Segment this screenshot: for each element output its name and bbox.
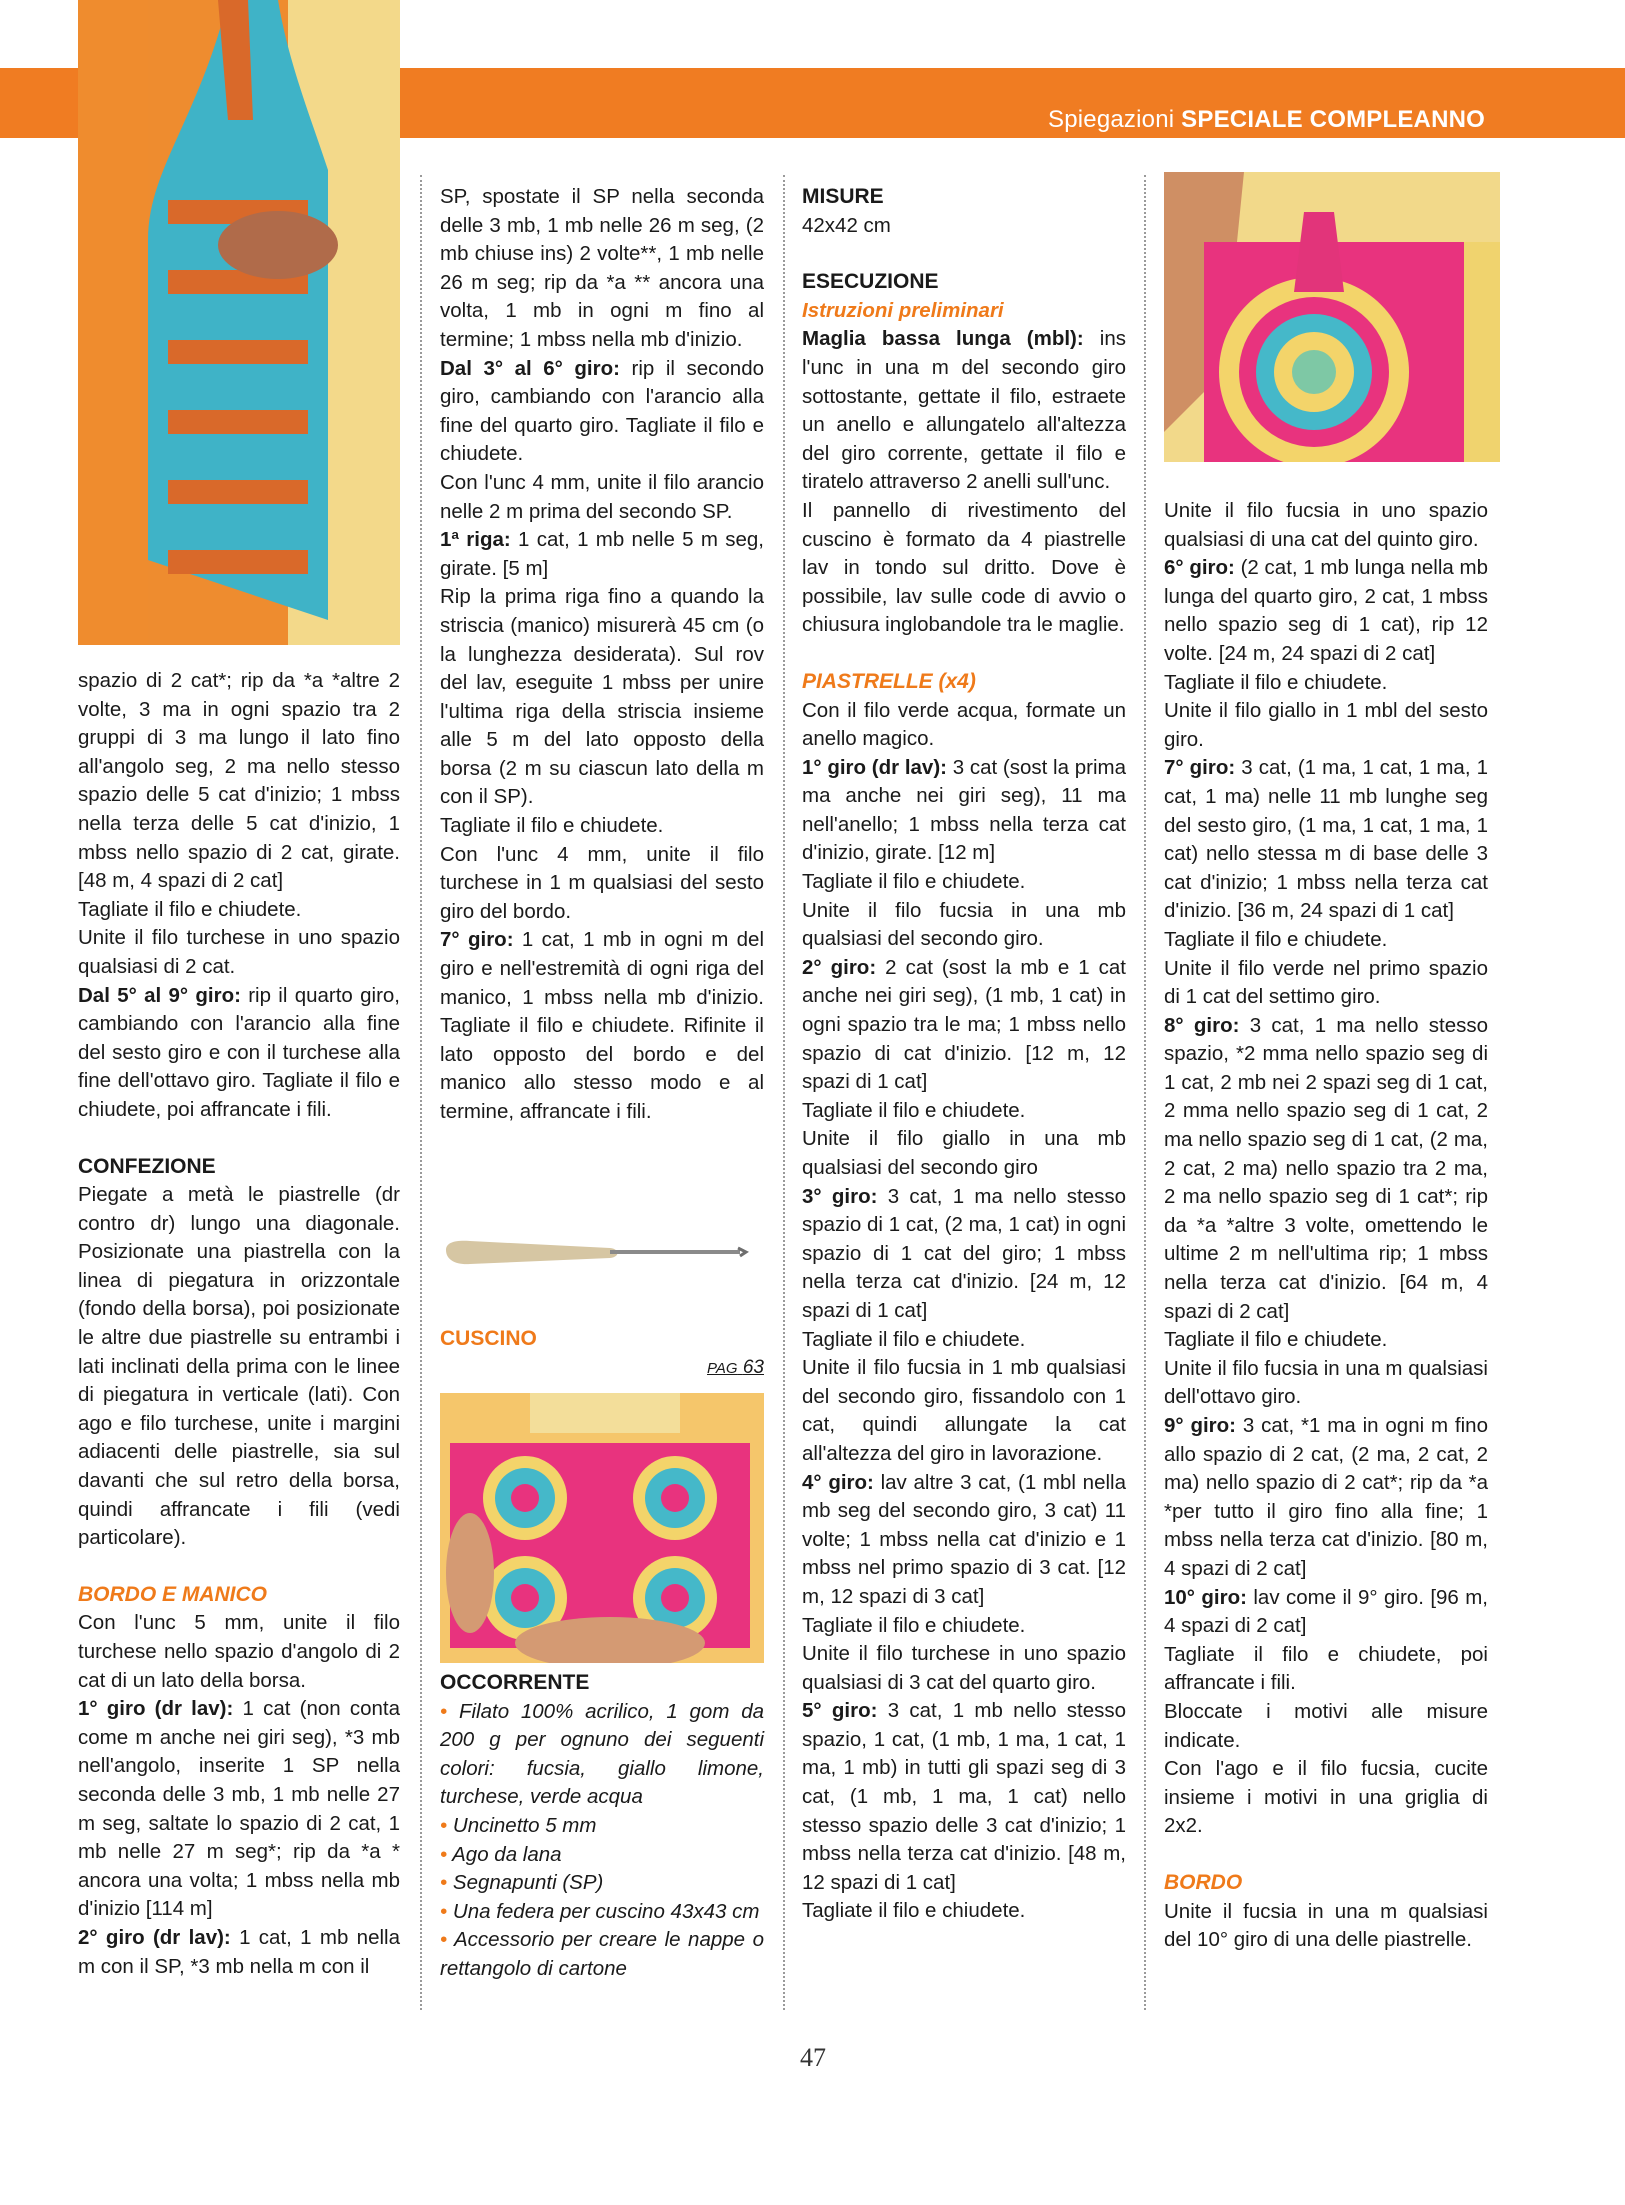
column-separator	[1144, 175, 1146, 2010]
round-label: 4° giro:	[802, 1470, 874, 1494]
term-label: Maglia bassa lunga (mbl):	[802, 327, 1084, 351]
round-label: 5° giro:	[802, 1699, 878, 1723]
supply-item: • Una federa per cuscino 43x43 cm	[440, 1899, 760, 1923]
section-header	[1048, 106, 1485, 134]
round-label: 1° giro (dr lav):	[78, 1697, 234, 1721]
paragraph	[78, 1695, 400, 1924]
bordo-manico-heading: BORDO E MANICO	[78, 1582, 267, 1606]
round-text: 3 cat (sost la prima ma anche nei giri seg), 11 ma nell'anello; 1 mbss nella terza cat d'inizio, girate. [12 m]	[802, 755, 1126, 865]
round-text: lav altre 3 cat, (1 mbl nella mb seg del secondo giro, 3 cat) 11 volte; 1 mbss nella cat d'inizio e 1 mbss nel primo spazio di 3 cat. [12 m, 12 spazi di 3 cat]	[802, 1470, 1126, 1608]
page-number: 47	[800, 2043, 826, 2072]
crochet-hook-illustration	[440, 1232, 764, 1272]
round-text: rip il quarto giro, cambiando con l'arancio alla fine del sesto giro e con il turchese alla fine dell'ottavo giro. Tagliate il filo e chiudete, poi affrancate i fili.	[78, 983, 400, 1121]
paragraph	[802, 1469, 1126, 1612]
paragraph	[440, 926, 764, 1126]
column-1	[78, 667, 400, 1981]
paragraph	[440, 526, 764, 583]
supply-item: • Uncinetto 5 mm	[440, 1813, 597, 1837]
row-text: 1 cat, 1 mb nelle 5 m seg, girate. [5 m]	[440, 528, 764, 580]
round-text: 3 cat, 1 ma nello stesso spazio di 1 cat, (2 ma, 1 cat) in ogni spazio di 1 cat del giro; 1 mbss nella terza cat d'inizio. [24 m, 12 spazi di 1 cat]	[802, 1184, 1127, 1322]
round-label: 7° giro:	[1164, 756, 1236, 780]
round-label: 3° giro:	[802, 1184, 878, 1208]
confezione-text: Piegate a metà le piastrelle (dr contro dr) lungo una diagonale. Posizionate una piastrella con la linea di piegatura in orizzontale (fondo della borsa), poi posizionate le altre due piastrelle su entrambi i lati inclinati della prima con le linee di piegatura in verticale (lati). Con ago e filo turchese, unite i margini adiacenti delle piastrelle, sia sul davanti che sul retro della borsa, quindi affrancate i fili (vedi particolare).	[78, 1183, 400, 1550]
column-4	[1164, 497, 1488, 1955]
paragraph: Tagliate il filo e chiudete, poi affrancate i fili.	[1164, 1642, 1488, 1695]
istruzioni-heading: Istruzioni preliminari	[802, 298, 1004, 322]
paragraph: Unite il filo fucsia in 1 mb qualsiasi del secondo giro, fissandolo con 1 cat, quindi allungate la cat all'altezza del giro in lavorazione.	[802, 1356, 1126, 1465]
paragraph	[802, 954, 1126, 1097]
paragraph: Bloccate i motivi alle misure indicate.	[1164, 1699, 1488, 1752]
column-2	[440, 183, 764, 1127]
cuscino-block	[440, 1325, 764, 1383]
paragraph	[802, 1183, 1126, 1326]
round-text: 3 cat, *1 ma in ogni m fino allo spazio di 2 cat, (2 ma, 2 cat, 2 ma) nello spazio di 2 cat*; rip da *a *per tutto il giro fino alla fine; 1 mbss nella terza cat d'inizio. [80 m, 4 spazi di 2 cat]	[1164, 1414, 1488, 1580]
crochet-hook-image	[440, 1232, 764, 1272]
misure-value: 42x42 cm	[802, 213, 891, 237]
paragraph: Unite il filo fucsia in una m qualsiasi dell'ottavo giro.	[1164, 1356, 1488, 1409]
paragraph: spazio di 2 cat*; rip da *a *altre 2 volte, 3 ma in ogni spazio tra 2 gruppi di 3 ma lungo il lato fino all'angolo seg, 2 ma nello stesso spazio delle 5 cat d'inizio; 1 mbss nella terza delle 5 cat d'inizio, 1 mbss nello spazio di 2 cat, girate. [48 m, 4 spazi di 2 cat]	[78, 669, 400, 893]
paragraph: Tagliate il filo e chiudete.	[440, 814, 664, 838]
round-text: rip il secondo giro, cambiando con l'arancio alla fine del quarto giro. Tagliate il filo e chiudete.	[440, 356, 765, 466]
paragraph: Unite il filo turchese in uno spazio qualsiasi di 2 cat.	[78, 926, 400, 978]
cushion-photo	[440, 1393, 764, 1663]
round-text: 3 cat, 1 mb nello stesso spazio, 1 cat, (1 mb, 1 ma, 1 cat, 1 ma, 1 mb) in tutti gli spazi seg di 3 cat, (1 mb, 1 ma, 1 cat) nello stesso spazio delle 3 cat d'inizio; 1 mbss nella terza cat d'inizio. [48 m, 12 spazi di 1 cat]	[802, 1699, 1127, 1894]
page-ref-prefix: PAG	[707, 1359, 738, 1377]
paragraph: Con l'ago e il filo fucsia, cucite insieme i motivi in una griglia di 2x2.	[1164, 1757, 1488, 1838]
paragraph: Il pannello di rivestimento del cuscino è formato da 4 piastrelle lav in tondo sul dritto. Dove è possibile, lav sulle code di avvio o chiusura inglobandole tra le maglie.	[802, 498, 1126, 637]
term-text: ins l'unc in una m del secondo giro sottostante, gettate il filo, estraete un anello e allungatelo all'altezza del giro corrente, gettate il filo e tiratelo attraverso 2 anelli sull'unc.	[802, 327, 1126, 494]
page-ref-number: 63	[742, 1356, 764, 1378]
cushion-detail-illustration	[1164, 172, 1500, 462]
round-label: 6° giro:	[1164, 556, 1235, 580]
bag-photo	[78, 0, 400, 645]
paragraph: Con l'unc 4 mm, unite il filo arancio nelle 2 m prima del secondo SP.	[440, 470, 764, 523]
paragraph: Tagliate il filo e chiudete.	[802, 1327, 1026, 1351]
supply-item: • Filato 100% acrilico, 1 gom da 200 g per ognuno dei seguenti colori: fucsia, giallo limone, turchese, verde acqua	[440, 1699, 764, 1809]
round-text: 3 cat, 1 ma nello stesso spazio, *2 mma nello spazio seg di 1 cat, 2 mb nei 2 spazi seg di 1 cat, 2 mma nello spazio seg di 1 cat, 2 ma nello spazio seg di 1 cat, (2 ma, 2 cat, 2 ma) nello spazio tra 2 ma, 2 ma nello spazio seg di 1 cat*; rip da *a *altre 3 volte, omettendo le ultime 2 m nell'ultima rip; 1 mbss nella terza cat d'inizio. [64 m, 4 spazi di 2 cat]	[1164, 1013, 1489, 1323]
bordo-manico-intro: Con l'unc 5 mm, unite il filo turchese nello spazio d'angolo di 2 cat di un lato della borsa.	[78, 1611, 400, 1692]
round-label: 1° giro (dr lav):	[802, 755, 947, 779]
round-label: Dal 5° al 9° giro:	[78, 983, 241, 1007]
paragraph: Con il filo verde acqua, formate un anello magico.	[802, 698, 1126, 751]
paragraph: Tagliate il filo e chiudete.	[802, 1098, 1026, 1122]
round-text: 1 cat, 1 mb nella m con il SP, *3 mb nella m con il	[78, 1925, 400, 1978]
round-text: 1 cat (non conta come m anche nei giri seg), *3 mb nell'angolo, inserite 1 SP nella seconda delle 3 mb, 1 mb nelle 27 m seg, saltate lo spazio di 2 cat, 1 mb nelle 27 m seg*; rip da *a * ancora una volta; 1 mbss nella mb d'inizio [114 m]	[78, 1697, 400, 1921]
paragraph: Tagliate il filo e chiudete.	[1164, 670, 1388, 694]
cushion-detail-photo	[1164, 172, 1500, 462]
round-text: 1 cat, 1 mb in ogni m del giro e nell'estremità di ogni riga del manico, 1 mbss nella mb d'inizio. Tagliate il filo e chiudete. Rifinite il lato opposto del bordo e del manico allo stesso modo e al termine, affrancate i fili.	[440, 928, 764, 1123]
bordo-heading: BORDO	[1164, 1870, 1243, 1894]
round-label: 2° giro (dr lav):	[78, 1925, 231, 1949]
paragraph: Unite il filo fucsia in uno spazio qualsiasi di una cat del quinto giro.	[1164, 499, 1488, 551]
bag-illustration	[78, 0, 400, 645]
paragraph	[1164, 554, 1488, 668]
supply-item: • Segnapunti (SP)	[440, 1871, 604, 1895]
paragraph	[440, 355, 764, 469]
page-reference	[440, 1354, 764, 1384]
paragraph: Tagliate il filo e chiudete.	[802, 870, 1026, 894]
round-text: 2 cat (sost la mb e 1 cat anche nei giri seg), (1 mb, 1 cat) in ogni spazio tra le ma; 1 mbss nello spazio di cat d'inizio. [12 m, 12 spazi di 1 cat]	[802, 955, 1126, 1094]
paragraph: SP, spostate il SP nella seconda delle 3 mb, 1 mb nelle 26 m seg, (2 mb chiuse ins) 2 volte**, 1 mb nelle 26 m seg; rip da *a ** ancora una volta, 1 mb in ogni m fino al termine; 1 mbss nella mb d'inizio.	[440, 185, 764, 351]
paragraph: Unite il filo fucsia in una mb qualsiasi del secondo giro.	[802, 898, 1126, 951]
esecuzione-heading: ESECUZIONE	[802, 270, 939, 294]
cushion-illustration	[440, 1393, 764, 1663]
paragraph	[78, 1924, 400, 1981]
paragraph	[1164, 1584, 1488, 1641]
column-3	[802, 183, 1126, 1926]
paragraph: Tagliate il filo e chiudete.	[78, 897, 302, 921]
round-text: lav come il 9° giro. [96 m, 4 spazi di 2 cat]	[1164, 1585, 1488, 1638]
paragraph	[1164, 754, 1488, 926]
occorrente-block	[440, 1669, 764, 1984]
paragraph: Con l'unc 4 mm, unite il filo turchese in 1 m qualsiasi del sesto giro del bordo.	[440, 842, 764, 923]
round-label: 10° giro:	[1164, 1585, 1247, 1609]
occorrente-heading: OCCORRENTE	[440, 1671, 590, 1694]
round-text: 3 cat, (1 ma, 1 cat, 1 ma, 1 cat, 1 ma) nelle 11 mb lunghe seg del sesto giro, (1 ma, 1 cat, 1 ma, 1 cat) nello stessa m di base delle 3 cat d'inizio; 1 mbss nella terza cat d'inizio. [36 m, 24 spazi di 1 cat]	[1164, 756, 1488, 923]
paragraph: Unite il fucsia in una m qualsiasi del 10° giro di una delle piastrelle.	[1164, 1899, 1488, 1952]
paragraph	[802, 754, 1126, 868]
round-text: (2 cat, 1 mb lunga nella mb lunga del quarto giro, 2 cat, 1 mbss nello spazio seg di 1 cat), rip 12 volte. [24 m, 24 spazi di 2 cat]	[1164, 556, 1489, 665]
supply-item: • Accessorio per creare le nappe o rettangolo di cartone	[440, 1928, 764, 1980]
paragraph: Unite il filo verde nel primo spazio di 1 cat del settimo giro.	[1164, 956, 1488, 1009]
cuscino-heading: CUSCINO	[440, 1327, 537, 1350]
supply-item: • Ago da lana	[440, 1842, 562, 1866]
paragraph	[802, 1697, 1126, 1897]
paragraph: Tagliate il filo e chiudete.	[802, 1899, 1026, 1923]
paragraph	[78, 982, 400, 1125]
column-separator	[783, 175, 785, 2010]
header-title: SPECIALE COMPLEANNO	[1181, 106, 1485, 133]
round-label: 9° giro:	[1164, 1414, 1236, 1437]
paragraph	[1164, 1412, 1488, 1584]
paragraph	[802, 325, 1126, 497]
round-label: 8° giro:	[1164, 1013, 1240, 1037]
paragraph: Tagliate il filo e chiudete.	[1164, 927, 1388, 951]
piastrelle-heading: PIASTRELLE (x4)	[802, 669, 976, 693]
confezione-heading: CONFEZIONE	[78, 1154, 216, 1178]
column-separator	[420, 175, 422, 2010]
header-section: Spiegazioni	[1048, 106, 1175, 133]
round-label: 7° giro:	[440, 928, 514, 952]
misure-heading: MISURE	[802, 185, 884, 208]
row-label: 1ª riga:	[440, 528, 511, 552]
round-label: 2° giro:	[802, 955, 877, 979]
paragraph: Unite il filo giallo in 1 mbl del sesto giro.	[1164, 699, 1488, 751]
paragraph: Rip la prima riga fino a quando la striscia (manico) misurerà 45 cm (o la lunghezza desiderata). Sul rov del lav, eseguite 1 mbss per unire l'ultima riga della striscia insieme alle 5 m del lato opposto della borsa (2 m su ciascun lato della m con il SP).	[440, 585, 764, 809]
paragraph: Tagliate il filo e chiudete.	[1164, 1328, 1388, 1352]
paragraph: Unite il filo turchese in uno spazio qualsiasi di 3 cat del quarto giro.	[802, 1642, 1126, 1694]
paragraph: Tagliate il filo e chiudete.	[802, 1613, 1026, 1637]
paragraph	[1164, 1012, 1488, 1327]
round-label: Dal 3° al 6° giro:	[440, 356, 620, 380]
paragraph: Unite il filo giallo in una mb qualsiasi del secondo giro	[802, 1127, 1126, 1179]
